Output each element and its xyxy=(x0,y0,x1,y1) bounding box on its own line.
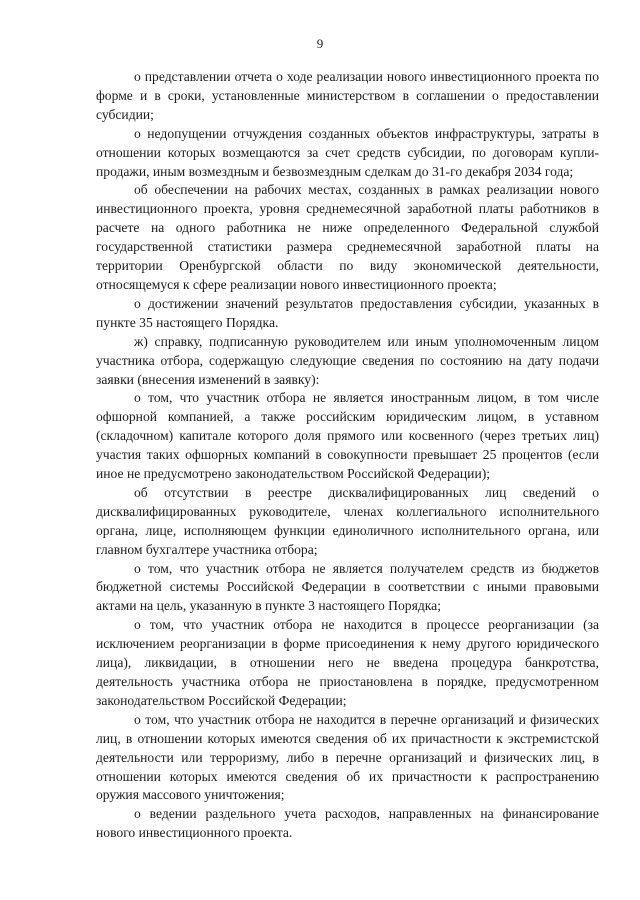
paragraph-not-extremist-list: о том, что участник отбора не находится в перечне организаций и физических лиц, в отношении которых имеются сведения об их причастности к экстремистской деятельности или терроризму, либо в перечне организаций и физических лиц, в отношении которых имеются сведения об их причастности к распространению оружия массового уничтожения; xyxy=(96,711,599,803)
paragraph-salary-level: об обеспечении на рабочих местах, созданных в рамках реализации нового инвестиционного проекта, уровня среднемесячной заработной платы работников в расчете на одного работника не ниже определенного Федеральной службой государственной статистики размера среднемесячной заработной платы на территории Оренбургской области по виду экономической деятельности, относящемуся к сфере реализации нового инвестиционного проекта; xyxy=(96,182,599,292)
paragraph-report-submission: о представлении отчета о ходе реализации нового инвестиционного проекта по форме и в сроки, установленные министерством в соглашении о предоставлении субсидии; xyxy=(96,69,599,122)
page-number: 9 xyxy=(316,36,324,51)
paragraph-not-foreign-entity: о том, что участник отбора не является иностранным лицом, в том числе офшорной компанией, а также российским юридическим лицом, в уставном (складочном) капитале которого доля прямого или косвенного (через третьих лиц) участия таких офшорных компаний в совокупности превышает 25 процентов (если иное не предусмотрено законодательством Российской Федерации); xyxy=(96,390,599,482)
document-body xyxy=(96,68,599,843)
paragraph-not-budget-recipient: о том, что участник отбора не является получателем средств из бюджетов бюджетной системы Российской Федерации в соответствии с иными правовыми актами на цель, указанную в пункте 3 настоящего Порядка; xyxy=(96,560,599,614)
paragraph-disqualified-registry: об отсутствии в реестре дисквалифицированных лиц сведений о дисквалифицированных руководителе, членах коллегиального исполнительного органа, лице, исполняющем функции единоличного исполнительного органа, или главном бухгалтере участника отбора; xyxy=(96,484,599,557)
paragraph-certificate: ж) справку, подписанную руководителем или иным уполномоченным лицом участника отбора, содержащую следующие сведения по состоянию на дату подачи заявки (внесения изменений в заявку): xyxy=(96,333,599,387)
paragraph-results-achievement: о достижении значений результатов предоставления субсидии, указанных в пункте 35 настоящего Порядка. xyxy=(96,295,599,330)
paragraph-not-reorganizing: о том, что участник отбора не находится в процессе реорганизации (за исключением реорганизации в форме присоединения к нему другого юридического лица), ликвидации, в отношении него не введена процедура банкротства, деятельность участника отбора не приостановлена в порядке, предусмотренном законодательством Российской Федерации; xyxy=(96,617,599,708)
paragraph-separate-accounting: о ведении раздельного учета расходов, направленных на финансирование нового инвестиционного проекта. xyxy=(96,806,599,841)
paragraph-no-alienation: о недопущении отчуждения созданных объектов инфраструктуры, затраты в отношении которых возмещаются за счет средств субсидии, по договорам купли-продажи, иным возмездным и безвозмездным сделкам до 31-го декабря 2034 года; xyxy=(96,125,599,179)
